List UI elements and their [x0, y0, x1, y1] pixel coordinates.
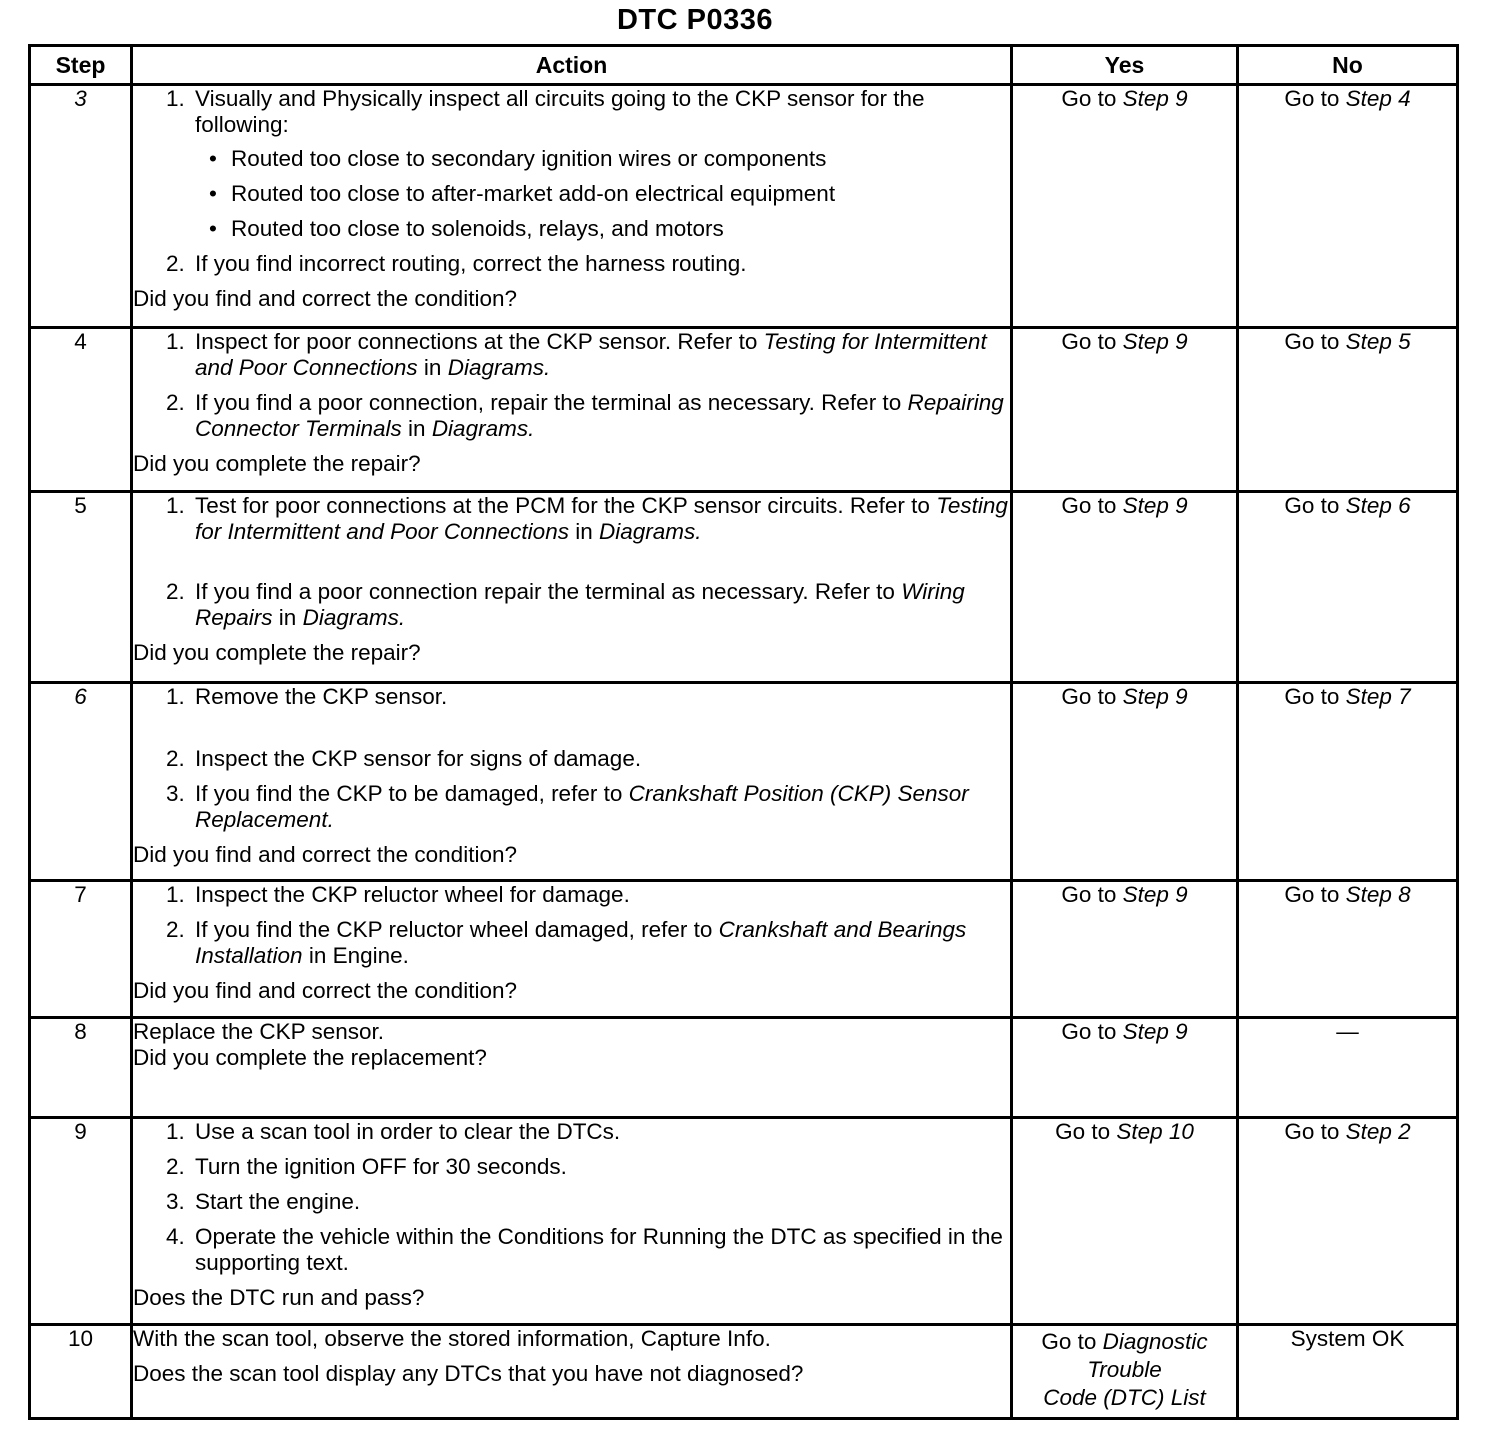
step-link[interactable]: Step 2 — [1345, 1119, 1411, 1144]
table-header-row — [30, 46, 1458, 85]
dtc-list-link[interactable]: Diagnostic — [1102, 1329, 1208, 1354]
no-cell: Go to Step 5 — [1238, 328, 1458, 492]
step-link[interactable]: Step 9 — [1122, 329, 1188, 354]
action-list — [133, 493, 1010, 640]
no-cell: Go to Step 8 — [1238, 881, 1458, 1018]
dtc-list-link[interactable]: Trouble — [1087, 1357, 1162, 1382]
yes-cell: Go to Step 10 — [1012, 1118, 1238, 1325]
reference-link[interactable]: Diagrams. — [447, 355, 551, 380]
header-step: Step — [30, 46, 132, 85]
step-number: 3 — [30, 85, 132, 328]
header-no: No — [1238, 46, 1458, 85]
table-row — [30, 328, 1458, 492]
bullet-item: • Routed too close to solenoids, relays, and motors — [231, 216, 1010, 242]
step-number: 8 — [30, 1018, 132, 1118]
bullet-item: • Routed too close to secondary ignition wires or components — [231, 146, 1010, 172]
list-item: 2. If you find a poor connection, repair the terminal as necessary. Refer to Repairing Connector Terminals in Diagrams. — [191, 390, 1010, 442]
list-item: 4. Operate the vehicle within the Conditions for Running the DTC as specified in the supporting text. — [191, 1224, 1010, 1276]
list-item: 2. Turn the ignition OFF for 30 seconds. — [191, 1154, 1010, 1180]
step-link[interactable]: Step 5 — [1345, 329, 1411, 354]
list-item: 1. Inspect for poor connections at the CKP sensor. Refer to Testing for Intermittent and Poor Connections in Diagrams. — [191, 329, 1010, 381]
list-item: 1. Test for poor connections at the PCM for the CKP sensor circuits. Refer to Testing for Intermittent and Poor Connections in Diagrams. — [191, 493, 1010, 545]
header-action: Action — [132, 46, 1012, 85]
step-link[interactable]: Step 10 — [1116, 1119, 1194, 1144]
table-row — [30, 1118, 1458, 1325]
table-row — [30, 881, 1458, 1018]
question-text: Does the scan tool display any DTCs that you have not diagnosed? — [133, 1361, 804, 1386]
list-item: 1. Visually and Physically inspect all circuits going to the CKP sensor for the following: • Routed too close to secondary ignition wires or components • Routed too close to after-market add-on electrical equipment • Routed too close to solenoids, relays, and motors — [191, 86, 1010, 242]
step-number: 10 — [30, 1325, 132, 1419]
reference-link[interactable]: Diagrams. — [599, 519, 702, 544]
list-item: 2. If you find the CKP reluctor wheel damaged, refer to Crankshaft and Bearings Installation in Engine. — [191, 917, 1010, 969]
yes-cell: Go to Step 9 — [1012, 328, 1238, 492]
action-list — [133, 86, 1010, 286]
reference-link[interactable]: Crankshaft Position (CKP) Sensor Replacement. — [195, 781, 969, 832]
step-number: 7 — [30, 881, 132, 1018]
action-cell — [132, 85, 1012, 328]
question-text: Did you complete the replacement? — [133, 1045, 487, 1070]
no-cell: Go to Step 6 — [1238, 492, 1458, 683]
table-row — [30, 492, 1458, 683]
step-number: 4 — [30, 328, 132, 492]
list-item: 3. Start the engine. — [191, 1189, 1010, 1215]
step-number: 5 — [30, 492, 132, 683]
dtc-list-link[interactable]: Code (DTC) List — [1043, 1385, 1206, 1410]
yes-cell: Go to Diagnostic Trouble Code (DTC) List — [1012, 1325, 1238, 1419]
question-text: Does the DTC run and pass? — [133, 1285, 425, 1310]
action-list — [133, 684, 1010, 842]
step-link[interactable]: Step 7 — [1345, 684, 1411, 709]
no-cell: — — [1238, 1018, 1458, 1118]
dtc-table — [28, 44, 1459, 1420]
yes-cell: Go to Step 9 — [1012, 492, 1238, 683]
no-cell: Go to Step 7 — [1238, 683, 1458, 881]
list-item: 1. Remove the CKP sensor. — [191, 684, 1010, 710]
bullet-list — [195, 146, 1010, 242]
question-text: Did you complete the repair? — [133, 451, 421, 476]
reference-link[interactable]: Testing for Intermittent and Poor Connections — [195, 329, 987, 380]
page-title: DTC P0336 — [616, 4, 773, 36]
reference-link[interactable]: Diagrams. — [302, 605, 406, 630]
question-text: Did you complete the repair? — [133, 640, 421, 665]
action-cell — [132, 881, 1012, 1018]
reference-link[interactable]: Crankshaft and Bearings Installation — [195, 917, 967, 968]
reference-link[interactable]: Testing for Intermittent and Poor Connections — [195, 493, 1008, 544]
bullet-item: • Routed too close to after-market add-on electrical equipment — [231, 181, 1010, 207]
list-item: 2. If you find incorrect routing, correct the harness routing. — [191, 251, 1010, 277]
step-link[interactable]: Step 9 — [1122, 493, 1188, 518]
step-number: 9 — [30, 1118, 132, 1325]
table-row — [30, 683, 1458, 881]
list-item: 3. If you find the CKP to be damaged, refer to Crankshaft Position (CKP) Sensor Replacement. — [191, 781, 1010, 833]
step-number: 6 — [30, 683, 132, 881]
no-cell: System OK — [1238, 1325, 1458, 1419]
list-item: 1. Use a scan tool in order to clear the DTCs. — [191, 1119, 1010, 1145]
header-yes: Yes — [1012, 46, 1238, 85]
table-row — [30, 1325, 1458, 1419]
question-text: Did you find and correct the condition? — [133, 978, 517, 1003]
action-text: Replace the CKP sensor. — [133, 1019, 384, 1044]
step-link[interactable]: Step 6 — [1345, 493, 1411, 518]
list-item: 2. Inspect the CKP sensor for signs of damage. — [191, 746, 1010, 772]
yes-cell: Go to Step 9 — [1012, 881, 1238, 1018]
question-text: Did you find and correct the condition? — [133, 286, 517, 311]
step-link[interactable]: Step 9 — [1122, 1019, 1188, 1044]
action-list — [133, 329, 1010, 451]
action-cell — [132, 328, 1012, 492]
table-row — [30, 1018, 1458, 1118]
step-link[interactable]: Step 9 — [1122, 684, 1188, 709]
step-link[interactable]: Step 9 — [1122, 882, 1188, 907]
step-link[interactable]: Step 4 — [1345, 86, 1411, 111]
list-item: 2. If you find a poor connection repair the terminal as necessary. Refer to Wiring Repairs in Diagrams. — [191, 579, 1010, 631]
reference-link[interactable]: Repairing Connector Terminals — [195, 390, 1004, 441]
action-list — [133, 882, 1010, 978]
action-cell — [132, 1118, 1012, 1325]
action-text: With the scan tool, observe the stored information, Capture Info. — [133, 1326, 771, 1351]
action-cell — [132, 1325, 1012, 1419]
question-text: Did you find and correct the condition? — [133, 842, 517, 867]
action-list — [133, 1119, 1010, 1285]
table-row — [30, 85, 1458, 328]
step-link[interactable]: Step 9 — [1122, 86, 1188, 111]
list-item: 1. Inspect the CKP reluctor wheel for damage. — [191, 882, 1010, 908]
reference-link[interactable]: Diagrams. — [431, 416, 535, 441]
yes-cell: Go to Step 9 — [1012, 1018, 1238, 1118]
action-cell — [132, 492, 1012, 683]
yes-cell: Go to Step 9 — [1012, 85, 1238, 328]
yes-cell: Go to Step 9 — [1012, 683, 1238, 881]
no-cell: Go to Step 2 — [1238, 1118, 1458, 1325]
action-cell — [132, 1018, 1012, 1118]
reference-link[interactable]: Wiring Repairs — [195, 579, 965, 630]
action-cell — [132, 683, 1012, 881]
step-link[interactable]: Step 8 — [1345, 882, 1411, 907]
no-cell: Go to Step 4 — [1238, 85, 1458, 328]
